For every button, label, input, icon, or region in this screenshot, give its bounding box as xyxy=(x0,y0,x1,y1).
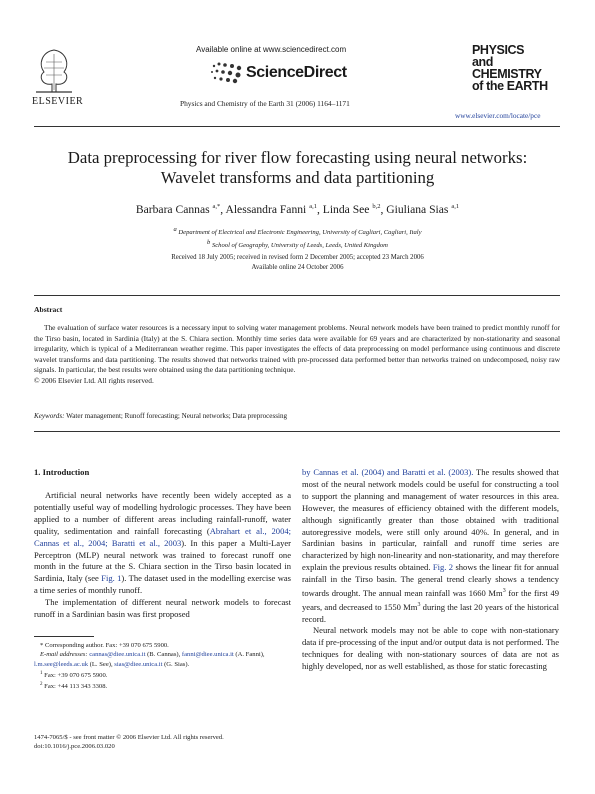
superscript: 3 xyxy=(417,601,421,608)
figure-link[interactable]: Fig. 1 xyxy=(101,573,122,584)
right-column xyxy=(302,467,559,673)
keywords-list: Water management; Runoff forecasting; Neural networks; Data preprocessing xyxy=(66,412,288,420)
footnote-text: Fax: +44 113 343 3308. xyxy=(44,683,108,691)
paragraph: The implementation of different neural network models to forecast runoff in a Sardinian basin was first proposed xyxy=(34,597,291,620)
footnote: $^2$ Fax: +44 113 343 3308. xyxy=(40,682,108,691)
abstract-body xyxy=(34,323,560,386)
abstract-copyright: © 2006 Elsevier Ltd. All rights reserved. xyxy=(34,375,154,385)
front-matter-info xyxy=(34,733,291,752)
paragraph-text: Artificial neural networks have recently been widely accepted as a potentially useful way of modelling hydrologic processes. They have been applied to a number of different areas including rainfall-runoff, water quality, sedimentation and rainfall forecasting ( xyxy=(34,490,291,536)
section-heading: 1. Introduction xyxy=(34,467,90,477)
journal-logo-line: PHYSICS xyxy=(472,43,525,57)
author-name: Barbara Cannas xyxy=(135,203,210,216)
abstract-heading: Abstract xyxy=(34,305,63,314)
paragraph-text: ). The dataset used in the modelling exercise was a time series of monthly runoff. xyxy=(34,573,291,596)
footnote-text: Corresponding author. Fax: +39 070 675 5900. xyxy=(44,642,169,649)
footnote: $^1$ Fax: +39 070 675 5900. xyxy=(40,670,108,680)
email-link[interactable]: fanni@diee.unica.it xyxy=(181,651,234,659)
received-dates: Received 18 July 2005; received in revised form 2 December 2005; accepted 23 March 2006 xyxy=(171,254,424,261)
author-sup: a,1 xyxy=(309,203,317,211)
email-link[interactable]: l.m.see@leeds.ac.uk xyxy=(34,660,89,668)
paragraph-text: during the last 20 years of the historical record. xyxy=(302,601,559,624)
email-owner: (B. Cannas), xyxy=(147,651,181,659)
sciencedirect-dots-icon xyxy=(208,60,244,86)
journal-logo xyxy=(472,44,554,92)
elsevier-tree-logo xyxy=(34,42,74,96)
footnote-text: Fax: +39 070 675 5900. xyxy=(44,672,108,680)
author-sup: b,2 xyxy=(372,203,381,211)
email-owner: (G. Sias). xyxy=(164,660,190,668)
paragraph-text: for the first 49 years, and decreased to 1550 Mm xyxy=(302,587,559,612)
journal-url-link[interactable]: www.elsevier.com/locate/pce xyxy=(455,111,541,120)
paragraph-text: The results showed that most of the neural network models could be useful for constructing a tool to support the planning and management of water resources in this area. However, the measures of efficiency obtained with the different models, although significantly greater than those obtained with traditional autoregressive models, were still only around 40%. In general, and in Sardinian basins in particular, rainfall and runoff time series are characterized by high non-linearity and non-stationarity, and may therefore explain the previous results obtained. xyxy=(302,467,559,573)
citation-link[interactable]: Abrahart et al., 2004; Cannas et al., 2004; Baratti et al., 2003 xyxy=(34,525,291,548)
footnote-rule xyxy=(34,636,94,637)
author-name: Alessandra Fanni xyxy=(225,203,307,216)
paragraph xyxy=(302,467,559,625)
affiliation-sup: b xyxy=(207,239,211,247)
author-list: Barbara Cannas $^{a,*}$, Alessandra Fanni $^{a,1}$, Linda See $^{b,2}$, Giuliana Sias $^{a,1}$ xyxy=(135,203,460,216)
author-name: Giuliana Sias xyxy=(386,203,449,216)
journal-reference: Physics and Chemistry of the Earth 31 (2006) 1164–1171 xyxy=(180,99,350,108)
affiliations xyxy=(60,225,535,251)
issn-line: 1474-7065/$ - see front matter © 2006 Elsevier Ltd. All rights reserved. xyxy=(34,734,224,741)
email-owner: (A. Fanni), xyxy=(235,651,265,659)
paragraph: Neural network models may not be able to cope with non-stationary data if pre-processing of the input and/or output data is not performed. The techniques for dealing with non-stationary sources of data are not as highly developed, nor as well established, as those for static forecasting xyxy=(302,625,559,672)
sciencedirect-wordmark: ScienceDirect xyxy=(246,64,347,81)
available-online-text: Available online at www.sciencedirect.com xyxy=(196,45,347,54)
email-label: E-mail addresses: xyxy=(40,651,88,659)
email-link[interactable]: cannas@diee.unica.it xyxy=(89,651,146,659)
abstract-bottom-rule xyxy=(34,431,560,432)
email-owner: (L. See), xyxy=(89,660,113,668)
affiliation-text: School of Geography, University of Leeds, Leeds, United Kingdom xyxy=(211,242,388,250)
abstract-text: The evaluation of surface water resources is a necessary input to solving water management problems. Neural network models have been trained to predict monthly runoff for the Tirso basin, located in Sardinia (Italy) at the S. Chiara section. Monthly time series data were available for 69 years and are characterized by non-stationarity and seasonal irregularity, which is typical of a Mediterranean weather regime. This paper investigates the effects of data preprocessing on model performance using continuous and discrete wavelet transforms and data partitioning. The results showed that networks trained with pre-processed data performed better than networks trained on undecomposed, noisy raw signals. In particular, the best results were obtained using the data partitioning technique. xyxy=(34,323,560,374)
paragraph-text: shows the linear fit for annual rainfall in the Tirso basin. The general trend clearly shows a tendency towards drought. The annual mean rainfall was 1660 Mm xyxy=(302,562,559,598)
article-title: Data preprocessing for river flow forecasting using neural networks: Wavelet transforms and data partitioning xyxy=(67,148,528,187)
abstract-top-rule xyxy=(34,295,560,296)
affiliation-text: Department of Electrical and Electronic Engineering, University of Cagliari, Cagliari, Italy xyxy=(178,229,422,237)
keywords xyxy=(34,412,560,420)
affiliation xyxy=(60,225,535,238)
affiliation xyxy=(60,238,535,251)
paragraph-text: ). In this paper a Multi-Layer Perceptron (MLP) neural network was trained to forecast runoff one month in the future at the S. Chiara section in the Tirso basin located in Sardinia, Italy (see xyxy=(34,537,291,584)
citation-link[interactable]: by Cannas et al. (2004) and Baratti et al. (2003). xyxy=(302,467,474,477)
available-online-date: Available online 24 October 2006 xyxy=(251,263,344,271)
affiliation-sup: a xyxy=(173,226,177,233)
author-sup: a,1 xyxy=(451,203,460,211)
keywords-label: Keywords: xyxy=(34,412,65,420)
paragraph xyxy=(34,490,291,597)
footnote xyxy=(34,650,291,669)
article-history xyxy=(60,253,535,272)
journal-logo-line: of the EARTH xyxy=(472,79,548,93)
figure-link[interactable]: Fig. 2 xyxy=(432,562,454,573)
doi-line: doi:10.1016/j.pce.2006.03.020 xyxy=(34,743,115,751)
author-sup: a,* xyxy=(212,203,221,211)
journal-logo-line: and CHEMISTRY xyxy=(472,55,542,81)
left-column xyxy=(34,490,291,621)
email-link[interactable]: sias@diee.unica.it xyxy=(114,660,163,668)
footnote: * Corresponding author. Fax: +39 070 675 5900. xyxy=(40,642,169,649)
publisher-name: ELSEVIER xyxy=(32,96,84,107)
header-rule xyxy=(34,126,560,127)
footnotes xyxy=(34,641,291,692)
superscript: 3 xyxy=(502,588,506,595)
author-name: Linda See xyxy=(322,203,370,216)
